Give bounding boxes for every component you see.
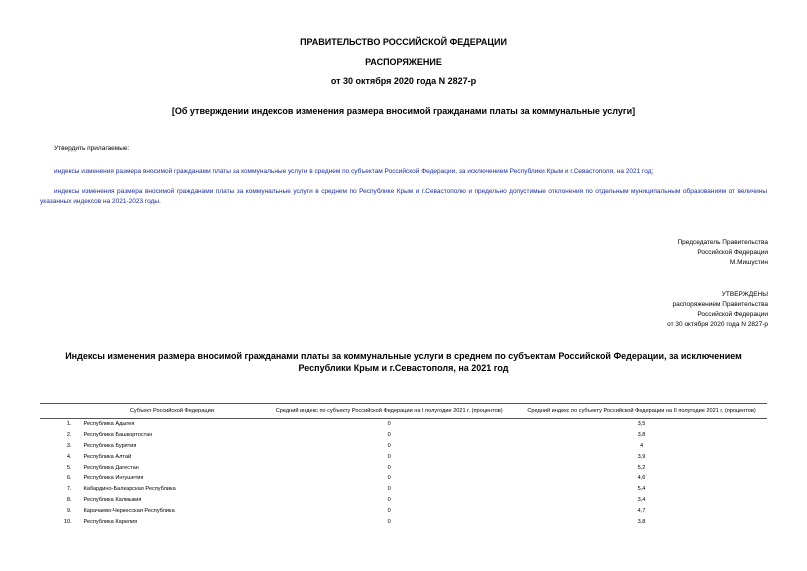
- table-body: [40, 419, 767, 527]
- approved-line-3: Российской Федерации: [697, 311, 768, 318]
- signature-block: [568, 238, 768, 268]
- row-first-half-index: 0: [387, 453, 391, 460]
- row-subject: Республика Алтай: [83, 453, 132, 460]
- document-date-number: от 30 октября 2020 года N 2827-р: [330, 76, 477, 86]
- item-2-link[interactable]: индексы изменения размера вносимой гражданами платы за коммунальные услуги в среднем по Республике Крым и г.Севастополю и предельно допустимые отклонения по отдельным муниципальным образованиям от величины указанных индексов на 2021-2023 годы.: [40, 188, 767, 205]
- row-subject: Карачаево-Черкесская Республика: [83, 507, 175, 514]
- row-number: 3.: [66, 442, 72, 449]
- row-second-half-index: 4,6: [637, 475, 646, 482]
- signature-line-1: Председатель Правительства: [677, 239, 768, 246]
- header-second-half: Средний индекс по субъекту Российской Федерации на II полугодие 2021 г. (процентов): [516, 404, 767, 419]
- row-first-half-index: 0: [387, 442, 391, 449]
- approved-line-2: распоряжением Правительства: [672, 301, 768, 308]
- row-first-half-index: 0: [387, 518, 391, 525]
- row-subject: Республика Бурятия: [83, 442, 137, 449]
- row-number: 5.: [66, 464, 72, 471]
- approved-block: [518, 290, 768, 330]
- row-second-half-index: 4: [639, 442, 644, 449]
- header-num: [40, 404, 81, 419]
- row-second-half-index: 3,8: [637, 432, 646, 439]
- document-subject: [Об утверждении индексов изменения размера вносимой гражданами платы за коммунальные услуги]: [171, 106, 636, 116]
- row-first-half-index: 0: [387, 475, 391, 482]
- row-number: 8.: [66, 496, 72, 503]
- indices-table: [40, 403, 767, 527]
- row-subject: Кабардино-Балкарская Республика: [83, 486, 176, 493]
- item-1-link[interactable]: индексы изменения размера вносимой гражданами платы за коммунальные услуги в среднем по субъектам Российской Федерации, за исключением Республики Крым и г.Севастополя, на 2021 год;: [54, 168, 654, 175]
- table-row: [40, 495, 767, 506]
- table-row: [40, 484, 767, 495]
- table-header-row: [40, 404, 767, 419]
- table-row: [40, 505, 767, 516]
- table-row: [40, 462, 767, 473]
- government-heading: ПРАВИТЕЛЬСТВО РОССИЙСКОЙ ФЕДЕРАЦИИ: [300, 37, 507, 47]
- row-first-half-index: 0: [387, 432, 391, 439]
- row-second-half-index: 3,4: [637, 496, 646, 503]
- row-second-half-index: 3,9: [637, 453, 646, 460]
- row-number: 1.: [66, 421, 72, 428]
- row-second-half-index: 3,8: [637, 518, 646, 525]
- row-subject: Республика Башкортостан: [83, 432, 153, 439]
- row-subject: Республика Дагестан: [83, 464, 139, 471]
- table-row: [40, 516, 767, 527]
- table-row: [40, 419, 767, 430]
- table-row: [40, 473, 767, 484]
- row-second-half-index: 4,7: [637, 507, 646, 514]
- signature-line-2: Российской Федерации: [697, 249, 768, 256]
- row-first-half-index: 0: [387, 464, 391, 471]
- row-number: 9.: [66, 507, 72, 514]
- approved-line-4: от 30 октября 2020 года N 2827-р: [667, 321, 768, 328]
- row-second-half-index: 5,2: [637, 464, 646, 471]
- row-number: 10.: [63, 518, 72, 525]
- table-row: [40, 430, 767, 441]
- row-first-half-index: 0: [387, 496, 391, 503]
- signature-line-3: М.Мишустин: [729, 259, 768, 266]
- row-number: 4.: [66, 453, 72, 460]
- row-first-half-index: 0: [387, 486, 391, 493]
- intro-text: Утвердить прилагаемые:: [54, 145, 130, 152]
- row-subject: Республика Адыгея: [83, 421, 135, 428]
- row-subject: Республика Ингушетия: [83, 475, 144, 482]
- row-second-half-index: 5,4: [637, 486, 646, 493]
- header-first-half: Средний индекс по субъекту Российской Федерации на I полугодие 2021 г. (процентов): [262, 404, 516, 419]
- row-first-half-index: 0: [387, 421, 391, 428]
- row-first-half-index: 0: [387, 507, 391, 514]
- row-number: 2.: [66, 432, 72, 439]
- row-subject: Республика Калмыкия: [83, 496, 142, 503]
- row-number: 6.: [66, 475, 72, 482]
- header-subject: Субъект Российской Федерации: [81, 404, 262, 419]
- approved-line-1: УТВЕРЖДЕНЫ: [721, 291, 768, 298]
- document-type: РАСПОРЯЖЕНИЕ: [365, 57, 442, 67]
- table-row: [40, 441, 767, 452]
- row-number: 7.: [66, 486, 72, 493]
- table-title: Индексы изменения размера вносимой гражданами платы за коммунальные услуги в среднем по субъектам Российской Федерации, за исключением Республики Крым и г.Севастополя, на 2021 год: [65, 351, 742, 373]
- row-subject: Республика Карелия: [83, 518, 138, 525]
- table-row: [40, 451, 767, 462]
- row-second-half-index: 3,5: [637, 421, 646, 428]
